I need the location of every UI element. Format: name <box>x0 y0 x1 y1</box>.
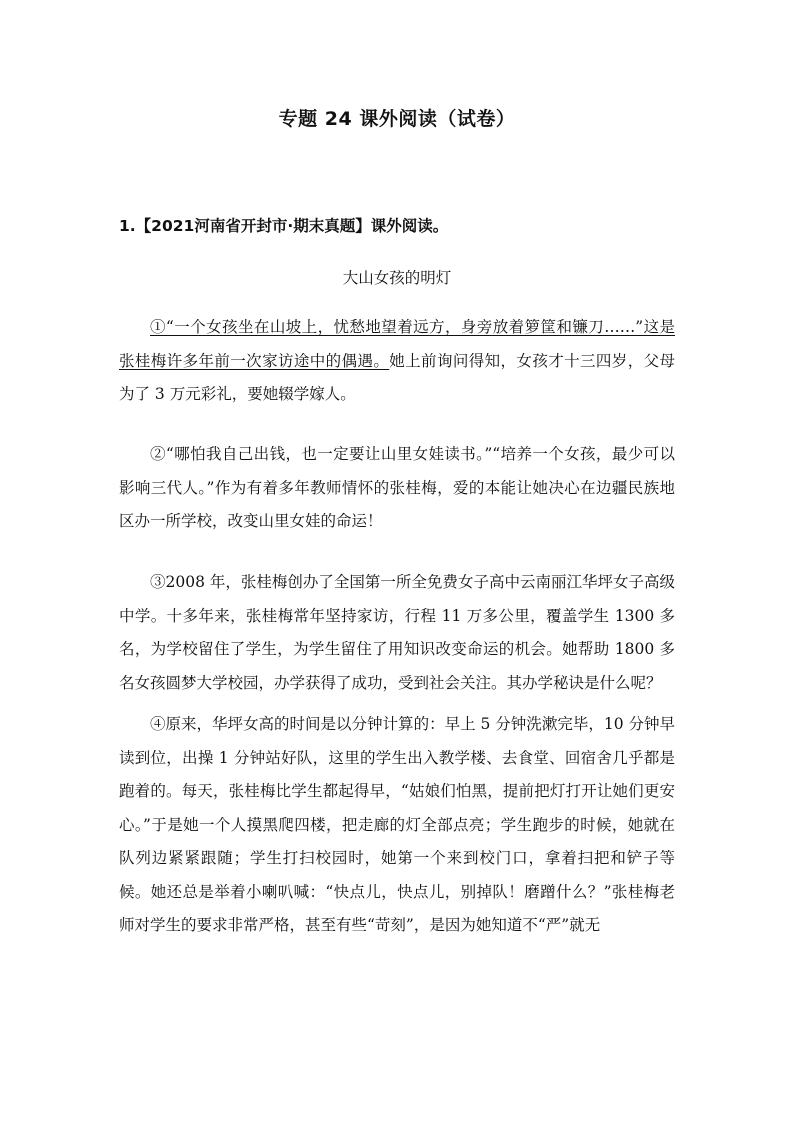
paragraph-text: ③2008 年，张桂梅创办了全国第一所全免费女子高中云南丽江华坪女子高级中学。十多年来，张桂梅常年坚持家访，行程 11 万多公里，覆盖学生 1300 多名，为学校留住了学生，为学生留住了用知识改变命运的机会。她帮助 1800 多名女孩圆梦大学校园，办学获得了成功，受到社会关注。其办学秘诀是什么呢？ <box>119 573 675 692</box>
paragraph-2 <box>119 438 675 539</box>
paragraph-text: 她上前询问得知，女孩才十三四岁，父母为了 3 万元彩礼，要她辍学嫁人。 <box>119 351 675 403</box>
paragraph-text: ④原来，华坪女高的时间是以分钟计算的：早上 5 分钟洗漱完毕，10 分钟早读到位，出操 1 分钟站好队，这里的学生出入教学楼、去食堂、回宿舍几乎都是跑着的。每天，张桂梅比学生都起得早，“姑娘们怕黑，提前把灯打开让她们更安心。”于是她一个人摸黑爬四楼，把走廊的灯全部点亮；学生跑步的时候，她就在队列边紧紧跟随；学生打扫校园时，她第一个来到校门口，拿着扫把和铲子等候。她还总是举着小喇叭喊：“快点儿，快点儿，别掉队！磨蹭什么？”张桂梅老师对学生的要求非常严格，甚至有些“苛刻”，是因为她知道不“严”就无 <box>119 715 675 934</box>
underlined-sentence: ①“一个女孩坐在山坡上，忧愁地望着远方，身旁放着箩筐和镰刀……”这是张桂梅许多年前一次家访途中的偶遇。 <box>119 318 675 370</box>
page-title: 专题 24 课外阅读（试卷） <box>278 108 516 130</box>
question-heading: 1.【2021河南省开封市·期末真题】课外阅读。 <box>119 217 449 235</box>
article-title: 大山女孩的明灯 <box>342 269 452 287</box>
paragraph-3 <box>119 566 675 700</box>
paragraph-1 <box>119 311 675 412</box>
paragraph-text: ②“哪怕我自己出钱，也一定要让山里女娃读书。”“培养一个女孩，最少可以影响三代人。”作为有着多年教师情怀的张桂梅，爱的本能让她决心在边疆民族地区办一所学校，改变山里女娃的命运！ <box>119 445 675 530</box>
paragraph-4 <box>119 708 675 943</box>
